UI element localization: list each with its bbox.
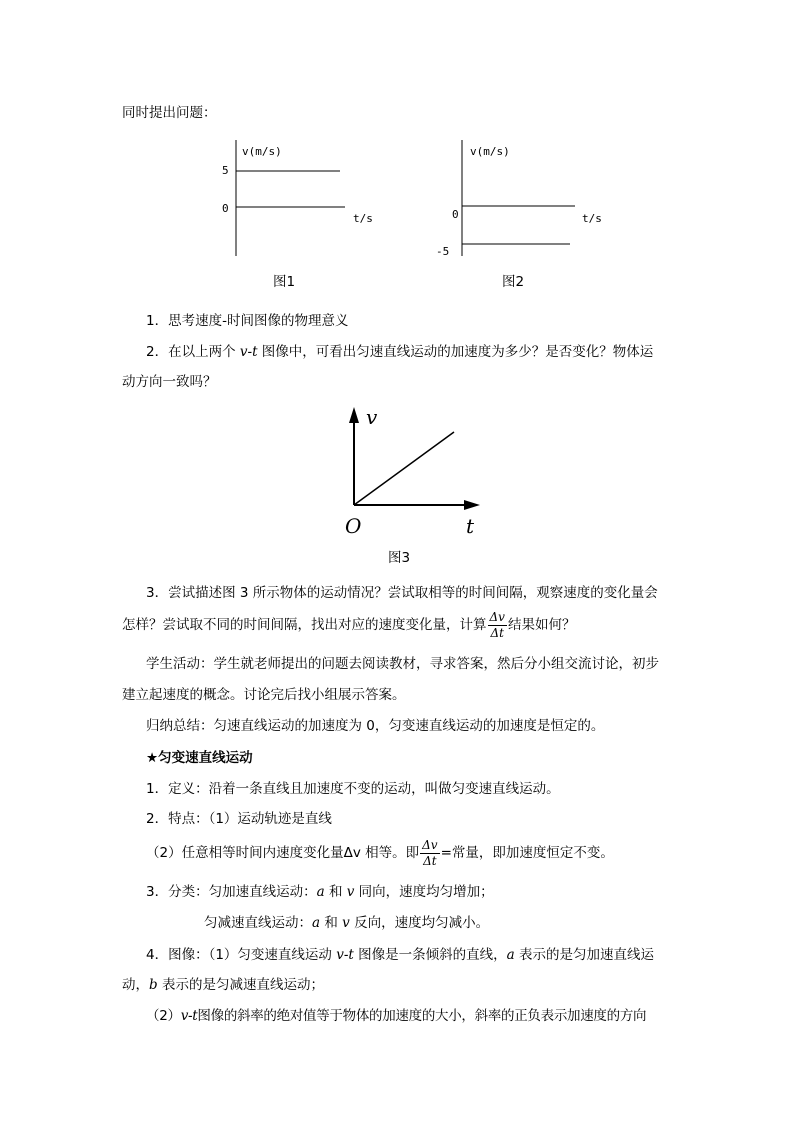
fig3-velocity-line [354,432,454,505]
definition: 1．定义：沿着一条直线且加速度不变的运动，叫做匀变速直线运动。 [146,781,560,797]
fig3-y-label: v [366,405,378,429]
classification-1: 3．分类：匀加速直线运动：a 和 v 同向，速度均匀增加； [146,884,494,900]
question-2: 2．在以上两个 v-t 图像中，可看出匀速直线运动的加速度为多少？是否变化？物体运 [146,344,654,360]
features: 2．特点：（1）运动轨迹是直线 [146,811,332,827]
fig3-caption: 图3 [388,550,411,566]
figure-2 [440,136,610,260]
section-heading: ★匀变速直线运动 [146,750,253,766]
image-item-2: （2）v-t图像的斜率的绝对值等于物体的加速度的大小，斜率的正负表示加速度的方向 [146,1008,647,1024]
fig3-x-arrow [464,500,480,510]
fig3-origin-label: O [345,514,362,538]
question-3: 3．尝试描述图 3 所示物体的运动情况？尝试取相等的时间间隔，观察速度的变化量会 [146,585,658,601]
student-activity-cont: 建立起速度的概念。讨论完后找小组展示答案。 [122,687,406,703]
fig2-caption: 图2 [502,274,525,290]
fig1-y-label: v(m/s) [242,145,282,158]
summary: 归纳总结：匀速直线运动的加速度为 0，匀变速直线运动的加速度是恒定的。 [146,718,605,734]
delta-v-over-delta-t: $\frac{\Delta v}{\Delta t}$ [489,609,505,640]
student-activity: 学生活动：学生就老师提出的问题去阅读教材，寻求答案，然后分小组交流讨论，初步 [146,656,659,672]
question-1: 1．思考速度-时间图像的物理意义 [146,313,349,329]
image-item-1: 4．图像：（1）匀变速直线运动 v-t 图像是一条倾斜的直线，a 表示的是匀加速直线运 [146,947,655,963]
figure-1 [210,136,380,260]
fig1-tick-0: 0 [222,202,229,215]
question-2-cont: 动方向一致吗？ [122,374,217,390]
classification-2: 匀减速直线运动：a 和 v 反向，速度均匀减小。 [204,915,490,931]
fig2-tick-0: 0 [452,208,459,221]
fig2-y-label: v(m/s) [470,145,510,158]
fig3-x-label: t [466,514,475,538]
fig1-caption: 图1 [273,274,296,290]
features-2: （2）任意相等时间内速度变化量Δv 相等。即 $\frac{\Delta v}{\Delta t}$ =常量，即加速度恒定不变。 [146,837,614,868]
image-item-1-cont: 动，b 表示的是匀减速直线运动； [122,977,324,993]
fig1-x-label: t/s [353,212,373,225]
fig2-tick-neg5: -5 [436,245,450,258]
question-3-cont: 怎样？尝试取不同的时间间隔，找出对应的速度变化量，计算 $\frac{\Delta v}{\Delta t}$ 结果如何？ [122,609,576,640]
fig2-x-label: t/s [582,212,602,225]
fig1-tick-5: 5 [222,164,229,177]
delta-v-over-delta-t-2: $\frac{\Delta v}{\Delta t}$ [422,837,438,868]
intro-text: 同时提出问题： [122,105,217,121]
